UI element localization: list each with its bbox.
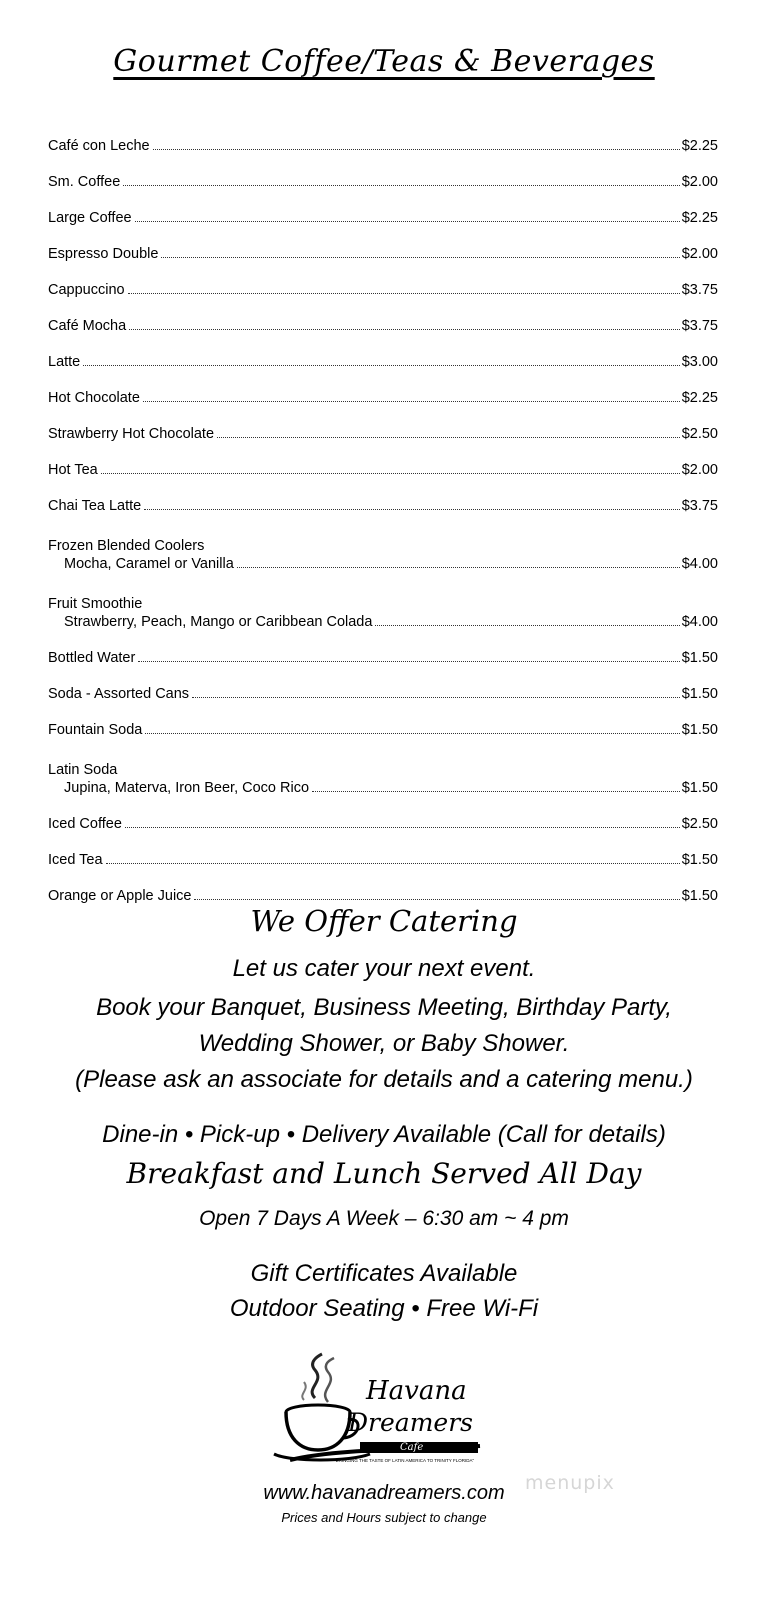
menu-item-name: Sm. Coffee bbox=[48, 174, 121, 190]
watermark: menupix bbox=[525, 1472, 615, 1494]
logo-tagline: "BRINGING THE TASTE OF LATIN AMERICA TO TRINITY FLORIDA" bbox=[334, 1458, 475, 1463]
menu-item-name: Large Coffee bbox=[48, 210, 132, 226]
menu-item-price: $1.50 bbox=[681, 686, 718, 702]
menu-item bbox=[48, 442, 718, 478]
menu-item-name: Orange or Apple Juice bbox=[48, 888, 192, 904]
dot-leader bbox=[128, 293, 680, 294]
menu-item-name: Fountain Soda bbox=[48, 722, 143, 738]
menu-item-price: $3.75 bbox=[681, 498, 718, 514]
menu-item bbox=[48, 702, 718, 738]
menu-item-name: Soda - Assorted Cans bbox=[48, 686, 190, 702]
menu-item bbox=[48, 832, 718, 868]
beverage-list bbox=[48, 118, 718, 904]
menu-item bbox=[48, 406, 718, 442]
website-link[interactable]: www.havanadreamers.com bbox=[263, 1482, 505, 1504]
menu-item bbox=[48, 666, 718, 702]
opening-hours: Open 7 Days A Week – 6:30 am ~ 4 pm bbox=[199, 1207, 569, 1230]
catering-heading: We Offer Catering bbox=[250, 904, 518, 938]
menu-item-name: Fruit Smoothie bbox=[48, 596, 143, 612]
menu-item-name: Iced Tea bbox=[48, 852, 103, 868]
dot-leader bbox=[106, 863, 680, 864]
dot-leader bbox=[192, 697, 680, 698]
catering-line-2: Book your Banquet, Business Meeting, Birthday Party, bbox=[96, 994, 672, 1021]
menu-item bbox=[48, 478, 718, 514]
catering-line-4: (Please ask an associate for details and a catering menu.) bbox=[75, 1066, 693, 1093]
menu-item-price: $2.00 bbox=[681, 174, 718, 190]
dot-leader bbox=[145, 733, 679, 734]
menu-item-name: Hot Chocolate bbox=[48, 390, 140, 406]
dot-leader bbox=[153, 149, 680, 150]
logo-line-2: Dreamers bbox=[348, 1408, 473, 1437]
menu-item bbox=[48, 334, 718, 370]
menu-item-price: $3.75 bbox=[681, 282, 718, 298]
menu-item-price: $2.00 bbox=[681, 246, 718, 262]
dot-leader bbox=[101, 473, 680, 474]
dot-leader bbox=[135, 221, 680, 222]
menu-item-price: $1.50 bbox=[681, 852, 718, 868]
menu-item-name: Café con Leche bbox=[48, 138, 150, 154]
menu-item-name: Frozen Blended Coolers bbox=[48, 538, 205, 554]
price-note: Prices and Hours subject to change bbox=[281, 1510, 487, 1525]
menu-item-price: $1.50 bbox=[681, 650, 718, 666]
menu-item-name: Hot Tea bbox=[48, 462, 98, 478]
menu-item-name: Bottled Water bbox=[48, 650, 136, 666]
menu-item-variants: Strawberry, Peach, Mango or Caribbean Colada bbox=[64, 614, 373, 630]
menu-item bbox=[48, 118, 718, 154]
menu-item-variants: Jupina, Materva, Iron Beer, Coco Rico bbox=[64, 780, 310, 796]
logo-line-1: Havana bbox=[366, 1376, 467, 1406]
dot-leader bbox=[138, 661, 679, 662]
menu-item-price: $1.50 bbox=[681, 722, 718, 738]
dot-leader bbox=[237, 567, 680, 568]
dot-leader bbox=[312, 791, 680, 792]
catering-line-1: Let us cater your next event. bbox=[232, 955, 536, 982]
menu-item-price: $2.50 bbox=[681, 426, 718, 442]
dot-leader bbox=[83, 365, 679, 366]
dot-leader bbox=[217, 437, 680, 438]
dot-leader bbox=[144, 509, 679, 510]
menu-item bbox=[48, 572, 718, 630]
dot-leader bbox=[194, 899, 679, 900]
menu-item bbox=[48, 154, 718, 190]
menu-item-name: Strawberry Hot Chocolate bbox=[48, 426, 215, 442]
menu-item-price: $2.50 bbox=[681, 816, 718, 832]
menu-item-price: $4.00 bbox=[681, 556, 718, 572]
havana-dreamers-logo bbox=[270, 1350, 500, 1480]
logo-line-3: Cafe bbox=[400, 1442, 424, 1453]
dot-leader bbox=[375, 625, 679, 626]
menu-item-price: $1.50 bbox=[681, 780, 718, 796]
menu-item bbox=[48, 630, 718, 666]
menu-item bbox=[48, 514, 718, 572]
menu-item-price: $2.25 bbox=[681, 138, 718, 154]
menu-title: Gourmet Coffee/Teas & Beverages bbox=[113, 44, 655, 79]
menu-item-name: Cappuccino bbox=[48, 282, 125, 298]
dot-leader bbox=[143, 401, 680, 402]
menu-item-price: $2.25 bbox=[681, 210, 718, 226]
menu-item bbox=[48, 738, 718, 796]
menu-item-price: $3.00 bbox=[681, 354, 718, 370]
menu-item-name: Espresso Double bbox=[48, 246, 159, 262]
dot-leader bbox=[129, 329, 680, 330]
menu-item-price: $2.00 bbox=[681, 462, 718, 478]
menu-item-name: Café Mocha bbox=[48, 318, 127, 334]
menu-item-name: Chai Tea Latte bbox=[48, 498, 142, 514]
dot-leader bbox=[123, 185, 679, 186]
menu-item-variants: Mocha, Caramel or Vanilla bbox=[64, 556, 234, 572]
service-options: Dine-in • Pick-up • Delivery Available (Call for details) bbox=[102, 1121, 666, 1148]
gift-certificates: Gift Certificates Available bbox=[250, 1260, 518, 1287]
menu-item-price: $3.75 bbox=[681, 318, 718, 334]
menu-item bbox=[48, 262, 718, 298]
catering-line-3: Wedding Shower, or Baby Shower. bbox=[198, 1030, 570, 1057]
menu-item bbox=[48, 298, 718, 334]
seating-wifi: Outdoor Seating • Free Wi-Fi bbox=[229, 1295, 539, 1322]
menu-item-name: Latin Soda bbox=[48, 762, 118, 778]
menu-item bbox=[48, 868, 718, 904]
menu-item-name: Latte bbox=[48, 354, 81, 370]
menu-item bbox=[48, 370, 718, 406]
menu-item bbox=[48, 226, 718, 262]
menu-item bbox=[48, 796, 718, 832]
menu-item-name: Iced Coffee bbox=[48, 816, 122, 832]
dot-leader bbox=[161, 257, 679, 258]
dot-leader bbox=[125, 827, 680, 828]
menu-item-price: $4.00 bbox=[681, 614, 718, 630]
menu-item bbox=[48, 190, 718, 226]
served-all-day: Breakfast and Lunch Served All Day bbox=[126, 1157, 642, 1190]
menu-item-price: $2.25 bbox=[681, 390, 718, 406]
menu-item-price: $1.50 bbox=[681, 888, 718, 904]
